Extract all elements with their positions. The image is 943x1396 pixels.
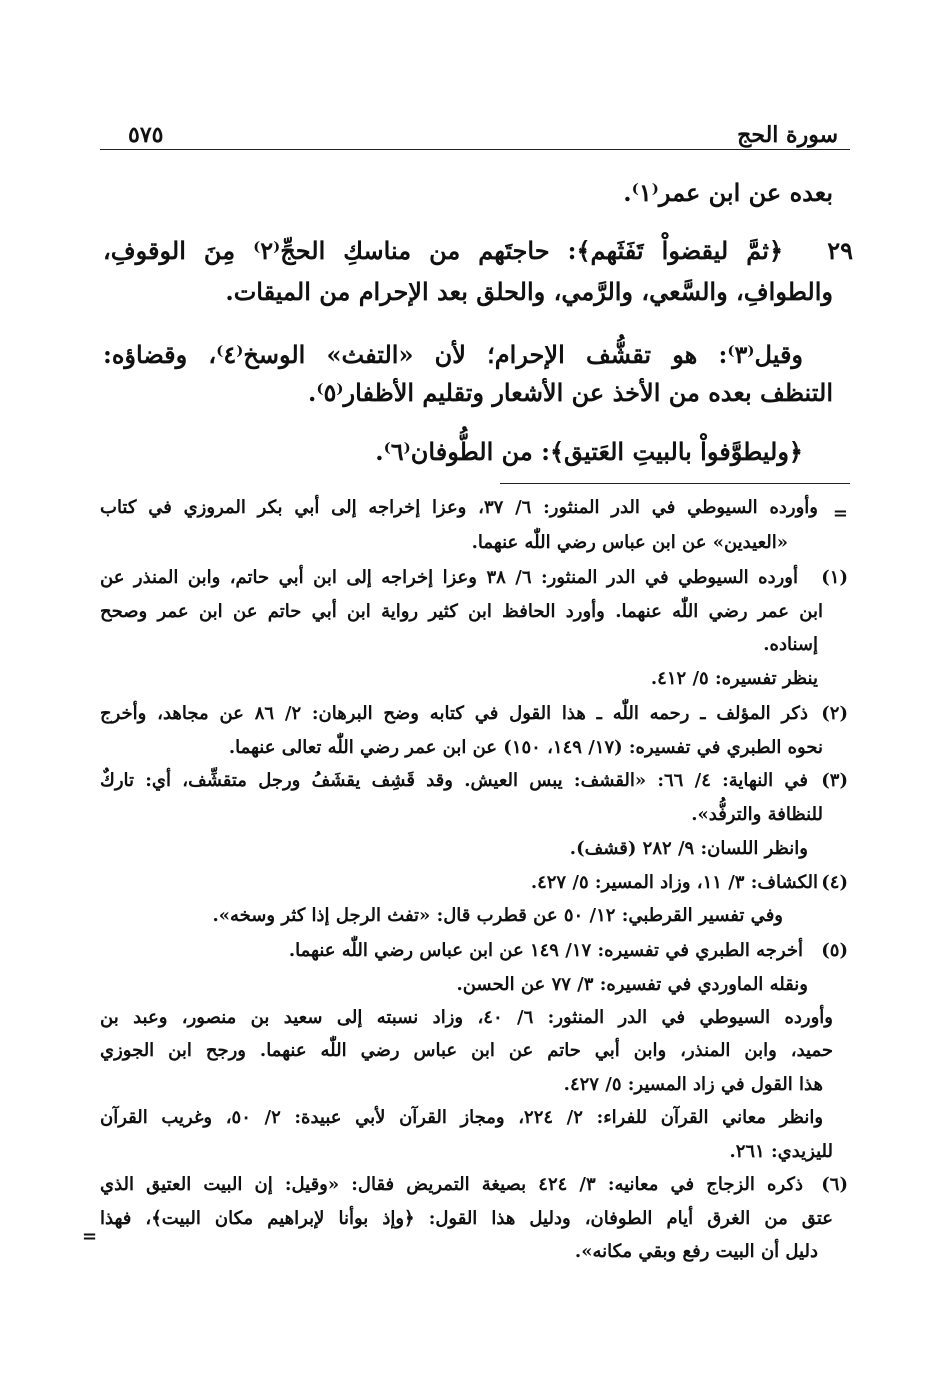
header-divider <box>100 149 850 150</box>
continues-mark: = <box>82 1226 98 1247</box>
footnote-line: ذكر المؤلف ـ رحمه اللّٰه ـ هذا القول في كتابه وضح البرهان: ٢/ ٨٦ عن مجاهد، وأخرج <box>100 703 808 724</box>
footnote-marker: (٦) <box>821 1174 848 1195</box>
footnote-marker: (٤) <box>821 872 848 893</box>
footnote-line: للنظافة والترفُّد». <box>691 804 823 825</box>
footnote-line: في النهاية: ٤/ ٦٦: «القشف: يبس العيش. وقد قَشِف يقشَفُ ورجل متقشِّف، أي: تاركٌ <box>100 770 808 791</box>
footnote-line: دليل أن البيت رفع وبقي مكانه». <box>574 1241 818 1262</box>
continuation-mark: = <box>832 503 848 524</box>
main-line: ﴿وليطوَّفواْ بالبيتِ العَتيق﴾: من الطُّوفان⁽٦⁾. <box>375 437 803 466</box>
footnote-line: لليزيدي: ٢٦١. <box>729 1141 833 1162</box>
main-line: التنظف بعده من الأخذ عن الأشعار وتقليم الأظفار⁽٥⁾. <box>308 378 833 407</box>
main-line: وقيل⁽٣⁾: هو تقشُّف الإحرام؛ لأن «التفث» الوسخ⁽٤⁾، وقضاؤه: <box>103 340 804 369</box>
footnote-line: «العيدين» عن ابن عباس رضي اللّٰه عنهما. <box>471 532 788 553</box>
verse-number: ٢٩ <box>827 236 853 265</box>
footnote-marker: (١) <box>821 567 848 588</box>
footnote-line: ذكره الزجاج في معانيه: ٣/ ٤٢٤ بصيغة التمريض فقال: «وقيل: إن البيت العتيق الذي <box>100 1174 803 1195</box>
footnote-line: وانظر معاني القرآن للفراء: ٢/ ٢٢٤، ومجاز القرآن لأبي عبيدة: ٢/ ٥٠، وغريب القرآن <box>100 1107 824 1128</box>
footnote-line: وفي تفسير القرطبي: ١٢/ ٥٠ عن قطرب قال: «تفث الرجل إذا كثر وسخه». <box>212 905 783 926</box>
footnote-line: ابن عمر رضي اللّٰه عنهما. وأورد الحافظ ابن كثير رواية ابن أبي حاتم عن ابن عمر وصحح <box>100 601 823 622</box>
footnote-line: حميد، وابن المنذر، وابن أبي حاتم عن ابن عباس رضي اللّٰه عنهما. ورجح ابن الجوزي <box>100 1040 833 1061</box>
footnote-line: وأورده السيوطي في الدر المنثور: ٦/ ٣٧، وعزا إخراجه إلى أبي بكر المروزي في كتاب <box>100 497 818 518</box>
surah-title: سورة الحج <box>737 122 838 148</box>
footnote-line: وأورده السيوطي في الدر المنثور: ٦/ ٤٠، وزاد نسبته إلى سعيد بن منصور، وعبد بن <box>100 1007 833 1028</box>
footnote-marker: (٢) <box>821 703 848 724</box>
footnote-line: أورده السيوطي في الدر المنثور: ٦/ ٣٨ وعزا إخراجه إلى ابن أبي حاتم، وابن المنذر عن <box>100 567 798 588</box>
footnote-line: أخرجه الطبري في تفسيره: ١٧/ ١٤٩ عن ابن عباس رضي اللّٰه عنهما. <box>288 940 803 961</box>
footnote-line: عتق من الغرق أيام الطوفان، ودليل هذا القول: ﴿وإذ بوأنا لإبراهيم مكان البيت﴾، فهذا <box>100 1208 833 1229</box>
footnote-line: إسناده. <box>763 634 818 655</box>
footnote-line: الكشاف: ٣/ ١١، وزاد المسير: ٥/ ٤٢٧. <box>530 872 818 893</box>
page-number: ٥٧٥ <box>128 122 164 148</box>
footnote-marker: (٥) <box>821 940 848 961</box>
footnote-line: نحوه الطبري في تفسيره: (١٧/ ١٤٩، ١٥٠) عن ابن عمر رضي اللّٰه تعالى عنهما. <box>228 737 823 758</box>
main-line: ﴿ثمَّ ليقضواْ تَفَثَهم﴾: حاجتَهم من مناسكِ الحجِّ⁽٢⁾ مِنَ الوقوفِ، <box>103 236 783 265</box>
footnote-line: ينظر تفسيره: ٥/ ٤١٢. <box>650 668 818 689</box>
main-line: بعده عن ابن عمر⁽١⁾. <box>623 178 833 207</box>
footnote-line: ونقله الماوردي في تفسيره: ٣/ ٧٧ عن الحسن. <box>456 974 808 995</box>
footnote-line: وانظر اللسان: ٩/ ٢٨٢ (قشف). <box>569 838 808 859</box>
footnote-marker: (٣) <box>821 770 848 791</box>
footnote-divider <box>500 483 850 484</box>
main-line: والطوافِ، والسَّعي، والرَّمي، والحلق بعد الإحرام من الميقات. <box>225 277 833 306</box>
footnote-line: هذا القول في زاد المسير: ٥/ ٤٢٧. <box>563 1074 823 1095</box>
